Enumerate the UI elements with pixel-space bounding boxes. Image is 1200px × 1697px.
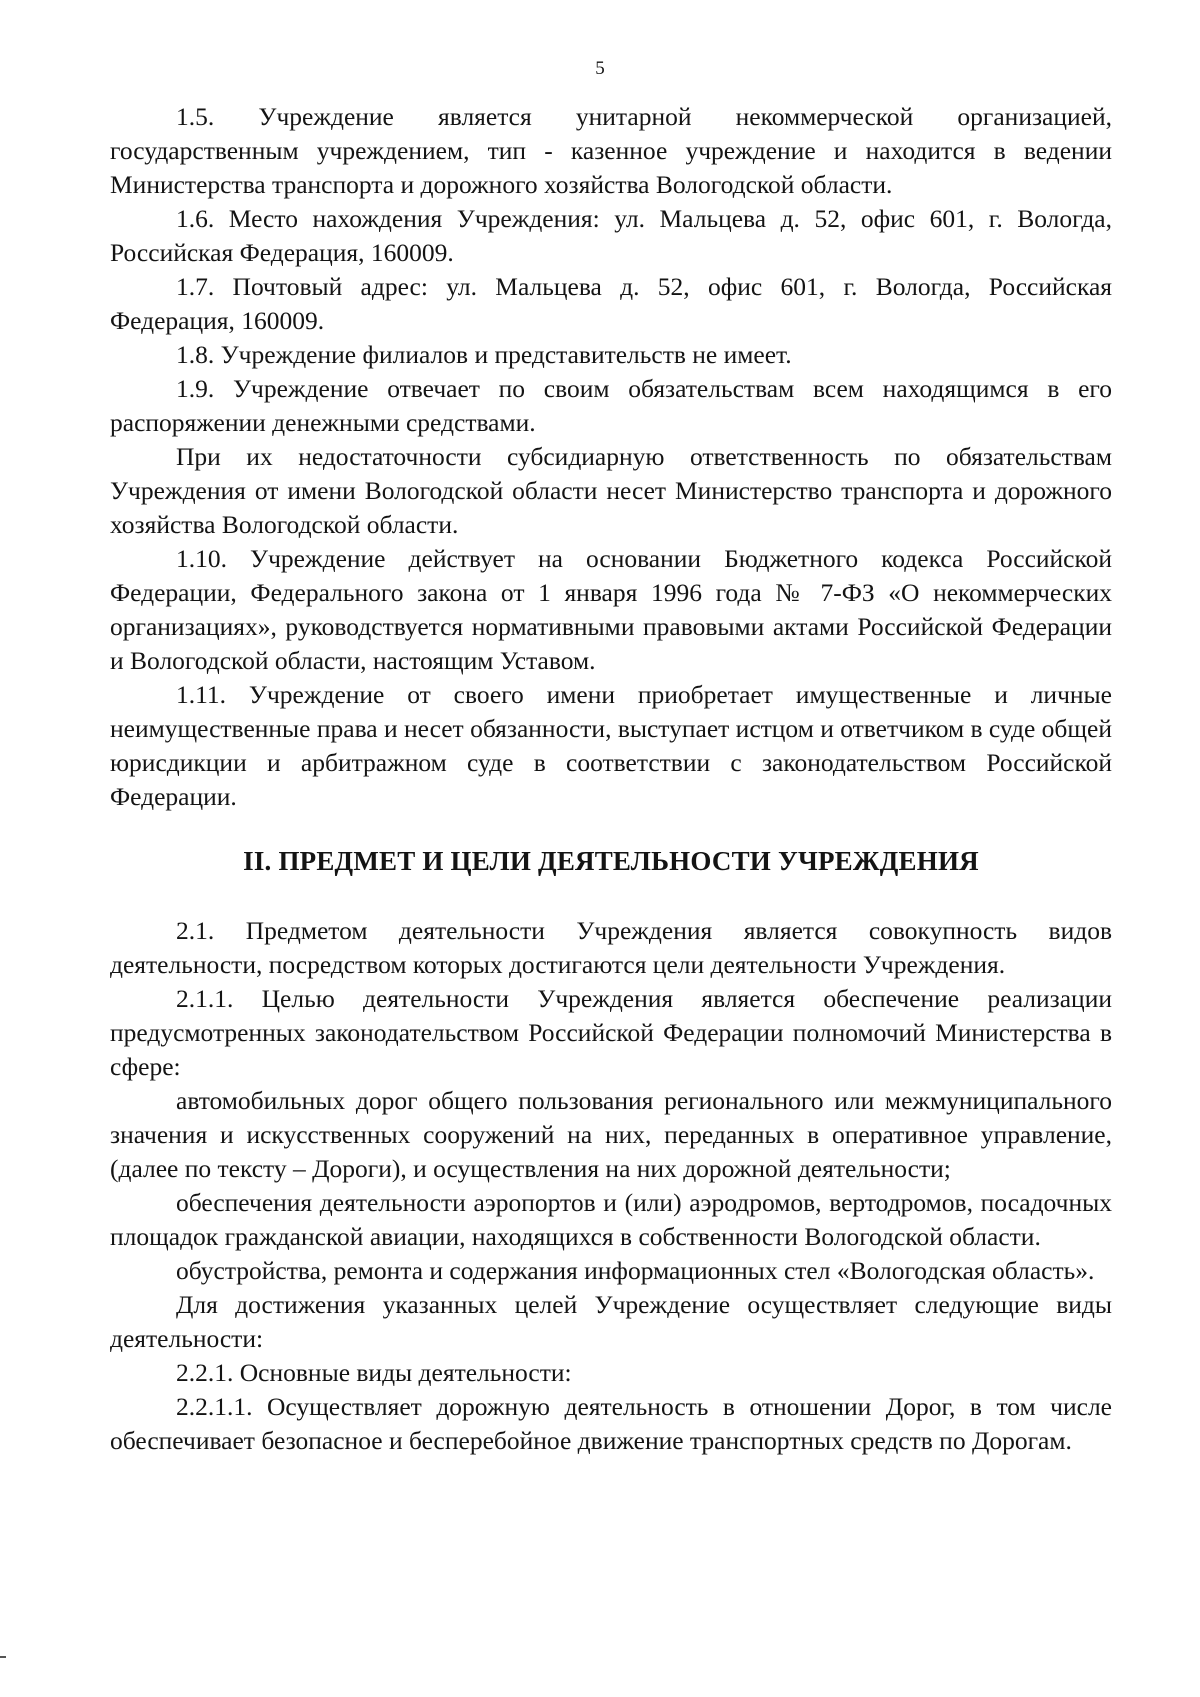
paragraph-2-1-1: 2.1.1. Целью деятельности Учреждения является обеспечение реализации предусмотренных законодательством Российской Федерации полномочий Министерства в сфере: xyxy=(110,984,1112,1081)
paragraph-activities-intro: Для достижения указанных целей Учреждение осуществляет следующие виды деятельности: xyxy=(110,1290,1112,1353)
section-2-heading: II. ПРЕДМЕТ И ЦЕЛИ ДЕЯТЕЛЬНОСТИ УЧРЕЖДЕНИЯ xyxy=(243,846,979,876)
document-body xyxy=(110,100,1112,1458)
paragraph-roads: автомобильных дорог общего пользования регионального или межмуниципального значения и искусственных сооружений на них, переданных в оперативное управление, (далее по тексту – Дороги), и осуществления на них дорожной деятельности; xyxy=(110,1086,1112,1183)
paragraph-airports: обеспечения деятельности аэропортов и (или) аэродромов, вертодромов, посадочных площадок гражданской авиации, находящихся в собственности Вологодской области. xyxy=(110,1188,1112,1251)
paragraph-1-8: 1.8. Учреждение филиалов и представительств не имеет. xyxy=(176,340,792,369)
paragraph-1-7: 1.7. Почтовый адрес: ул. Мальцева д. 52, офис 601, г. Вологда, Российская Федерация, 160009. xyxy=(110,272,1112,335)
page-number: 5 xyxy=(595,58,605,79)
paragraph-2-2-1-1: 2.2.1.1. Осуществляет дорожную деятельность в отношении Дорог, в том числе обеспечивает безопасное и бесперебойное движение транспортных средств по Дорогам. xyxy=(110,1392,1112,1455)
paragraph-steles: обустройства, ремонта и содержания информационных стел «Вологодская область». xyxy=(176,1256,1095,1285)
scan-edge-mark xyxy=(0,1656,6,1658)
paragraph-1-6: 1.6. Место нахождения Учреждения: ул. Мальцева д. 52, офис 601, г. Вологда, Российская Федерация, 160009. xyxy=(110,204,1112,267)
paragraph-1-9: 1.9. Учреждение отвечает по своим обязательствам всем находящимся в его распоряжении денежными средствами. xyxy=(110,374,1112,437)
paragraph-1-11: 1.11. Учреждение от своего имени приобретает имущественные и личные неимущественные права и несет обязанности, выступает истцом и ответчиком в суде общей юрисдикции и арбитражном суде в соответствии с законодательством Российской Федерации. xyxy=(110,680,1113,811)
paragraph-1-5: 1.5. Учреждение является унитарной некоммерческой организацией, государственным учреждением, тип - казенное учреждение и находится в ведении Министерства транспорта и дорожного хозяйства Вологодской области. xyxy=(110,102,1112,199)
paragraph-1-9-subsidiary: При их недостаточности субсидиарную ответственность по обязательствам Учреждения от имени Вологодской области несет Министерство транспорта и дорожного хозяйства Вологодской области. xyxy=(110,442,1112,539)
paragraph-2-1: 2.1. Предметом деятельности Учреждения является совокупность видов деятельности, посредством которых достигаются цели деятельности Учреждения. xyxy=(110,916,1112,979)
paragraph-2-2-1: 2.2.1. Основные виды деятельности: xyxy=(176,1358,572,1387)
paragraph-1-10: 1.10. Учреждение действует на основании Бюджетного кодекса Российской Федерации, Федерального закона от 1 января 1996 года № 7-ФЗ «О некоммерческих организациях», руководствуется нормативными правовыми актами Российской Федерации и Вологодской области, настоящим Уставом. xyxy=(110,544,1112,675)
